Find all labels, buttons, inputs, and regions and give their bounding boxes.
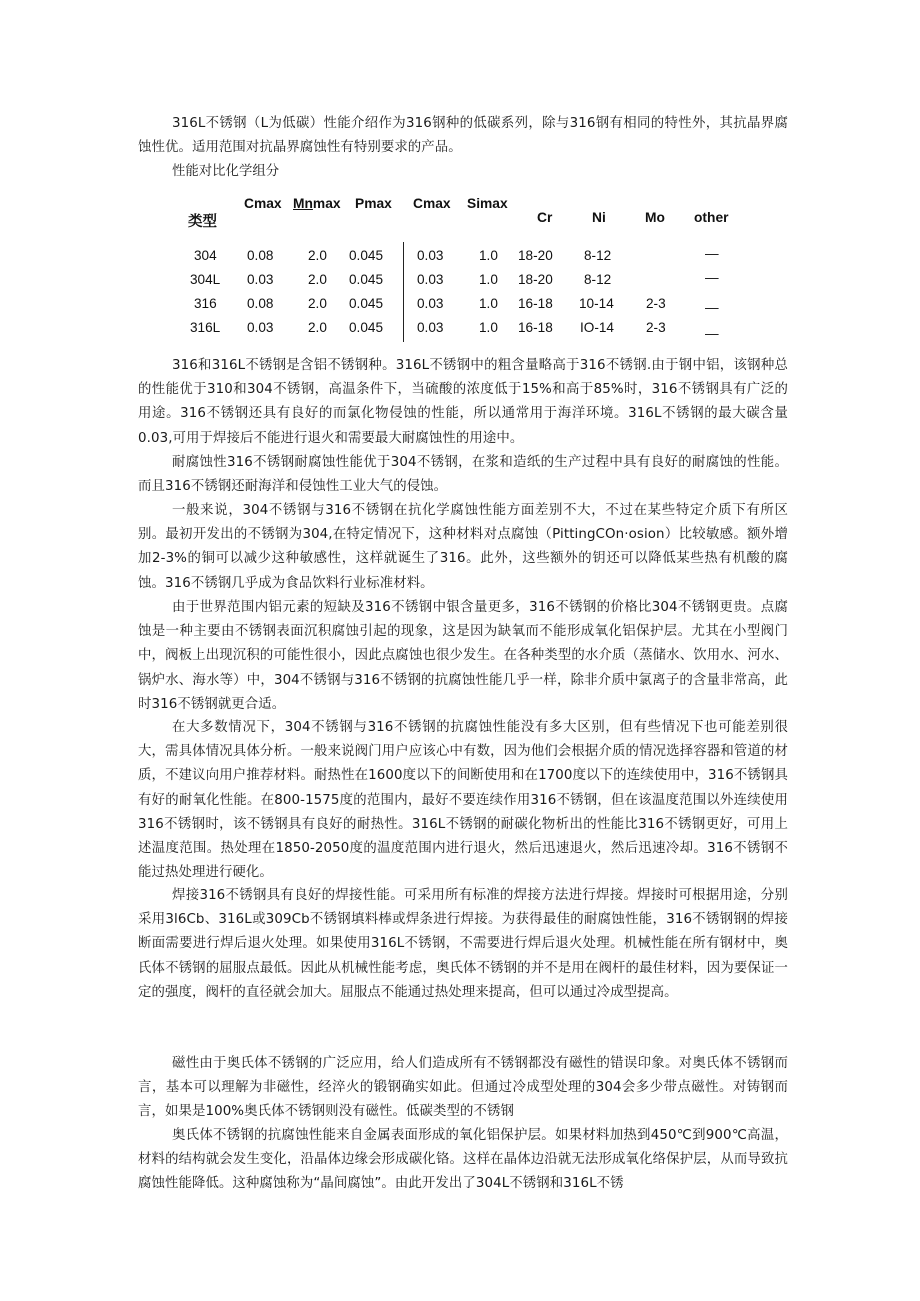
row-4-mn: 2.0 <box>308 320 327 335</box>
header-cmax-2: Cmax <box>413 196 451 211</box>
row-3-c2: 0.03 <box>417 296 444 311</box>
table-divider-line <box>403 242 404 342</box>
row-1-type: 304 <box>194 248 217 263</box>
intro-paragraph <box>138 112 788 160</box>
row-2-other: — <box>705 270 719 285</box>
row-4-p: 0.045 <box>349 320 384 335</box>
header-simax: Simax <box>467 196 508 211</box>
row-1-si: 1.0 <box>479 248 498 263</box>
paragraph-8: 奥氏体不锈钢的抗腐蚀性能来自金属表面形成的氧化铝保护层。如果材料加热到450℃到900℃高温，材料的结构就会发生变化，沿晶体边缘会形成碳化铬。这样在晶体边沿就无法形成氧化络保护层，从而导致抗腐蚀性能降低。这种腐蚀称为“晶间腐蚀”。由此开发出了304L不锈钢和316L不锈 <box>138 1128 788 1192</box>
header-pmax: Pmax <box>355 196 392 211</box>
row-3-c: 0.08 <box>247 296 274 311</box>
paragraph-4: 由于世界范围内铝元素的短缺及316不锈钢中银含量更多，316不锈钢的价格比304不锈钢更贵。点腐蚀是一种主要由不锈钢表面沉积腐蚀引起的现象，这是因为缺氧而不能形成氧化铝保护层。尤其在小型阀门中，阀板上出现沉积的可能性很小，因此点腐蚀也很少发生。在各种类型的水介质（蒸储水、饮用水、河水、锅炉水、海水等）中，304不锈钢与316不锈钢的抗腐蚀性能几乎一样，除非介质中氯离子的含量非常高，此时316不锈钢就更合适。 <box>138 600 788 712</box>
paragraph-7: 磁性由于奥氏体不锈钢的广泛应用，给人们造成所有不锈钢都没有磁性的错误印象。对奥氏体不锈钢而言，基本可以理解为非磁性，经淬火的锻钢确实如此。但通过冷成型处理的304会多少带点磁性。对铸钢而言，如果是100%奥氏体不锈钢则没有磁性。低碳类型的不锈钢 <box>138 1056 788 1120</box>
row-3-mn: 2.0 <box>308 296 327 311</box>
header-mn-suffix: max <box>312 196 341 211</box>
row-1-p: 0.045 <box>349 248 384 263</box>
row-2-cr: 18-20 <box>518 272 553 287</box>
row-2-mn: 2.0 <box>308 272 327 287</box>
header-type: 类型 <box>188 214 217 230</box>
row-1-ni: 8-12 <box>584 248 612 263</box>
intro-line-2: 抗晶界腐蚀性优。适用范围对抗晶界腐蚀性有特别要求的产品。 <box>138 116 789 156</box>
row-3-type: 316 <box>194 296 217 311</box>
row-3-other: — <box>705 300 719 315</box>
header-ni: Ni <box>592 210 606 225</box>
row-1-cr: 18-20 <box>518 248 553 263</box>
header-mn-prefix: Mn <box>293 196 313 211</box>
row-4-ni: IO-14 <box>580 320 614 335</box>
table-caption: 性能对比化学组分 <box>172 164 280 179</box>
row-1-other: — <box>705 246 719 261</box>
row-2-p: 0.045 <box>349 272 384 287</box>
row-4-cr: 16-18 <box>518 320 553 335</box>
row-2-c: 0.03 <box>247 272 274 287</box>
row-1-c2: 0.03 <box>417 248 444 263</box>
paragraph-5: 在大多数情况下，304不锈钢与316不锈钢的抗腐蚀性能没有多大区别，但有些情况下也可能差别很大，需具体情况具体分析。一般来说阀门用户应该心中有数，因为他们会根据介质的情况选择容器和管道的材质，不建议向用户推荐材料。耐热性在1600度以下的间断使用和在1700度以下的连续使用中，316不锈钢具有好的耐氧化性能。在800-1575度的范围内，最好不要连续作用316不锈钢，但在该温度范围以外连续使用316不锈钢时，该不锈钢具有良好的耐热性。316L不锈钢的耐碳化物析出的性能比316不锈钢更好，可用上述温度范围。热处理在1850-2050度的温度范围内进行退火，然后迅速退火，然后迅速冷却。316不锈钢不能过热处理进行硬化。 <box>138 720 788 881</box>
row-3-p: 0.045 <box>349 296 384 311</box>
header-cr: Cr <box>537 210 553 225</box>
row-2-c2: 0.03 <box>417 272 444 287</box>
intro-line-1: 316L不锈钢（L为低碳）性能介绍作为316钢种的低碳系列，除与316钢有相同的特性外，其 <box>172 116 734 131</box>
row-4-c: 0.03 <box>247 320 274 335</box>
paragraph-3: 一般来说，304不锈钢与316不锈钢在抗化学腐蚀性能方面差别不大，不过在某些特定介质下有所区别。最初开发出的不锈钢为304,在特定情况下，这种材料对点腐蚀（PittingCOn·osion）比较敏感。额外增加2-3%的铜可以减少这种敏感性，这样就诞生了316。此外，这些额外的钥还可以降低某些热有机酸的腐蚀。316不锈钢几乎成为食品饮料行业标准材料。 <box>138 503 788 591</box>
row-4-type: 316L <box>190 320 221 335</box>
row-3-si: 1.0 <box>479 296 498 311</box>
row-4-si: 1.0 <box>479 320 498 335</box>
row-3-ni: 10-14 <box>579 296 614 311</box>
paragraph-6: 焊接316不锈钢具有良好的焊接性能。可采用所有标准的焊接方法进行焊接。焊接时可根据用途，分别采用3l6Cb、316L或309Cb不锈钢填料棒或焊条进行焊接。为获得最佳的耐腐蚀性能，316不锈钢钢的焊接断面需要进行焊后退火处理。如果使用316L不锈钢，不需要进行焊后退火处理。机械性能在所有钢材中，奥氏体不锈钢的屈服点最低。因此从机械性能考虑，奥氏体不锈钢的并不是用在阀杆的最佳材料，因为要保证一定的强度，阀杆的直径就会加大。屈服点不能通过热处理来提高，但可以通过冷成型提高。 <box>138 888 788 1000</box>
header-other: other <box>694 210 729 225</box>
paragraph-2: 耐腐蚀性316不锈钢耐腐蚀性能优于304不锈钢，在浆和造纸的生产过程中具有良好的耐腐蚀的性能。而且316不锈钢还耐海洋和侵蚀性工业大气的侵蚀。 <box>138 455 788 495</box>
row-3-mo: 2-3 <box>646 296 666 311</box>
header-mo: Mo <box>645 210 665 225</box>
header-mnmax <box>293 196 341 211</box>
row-2-ni: 8-12 <box>584 272 612 287</box>
row-4-other: — <box>705 326 719 341</box>
row-3-cr: 16-18 <box>518 296 553 311</box>
header-cmax: Cmax <box>244 196 282 211</box>
row-1-mn: 2.0 <box>308 248 327 263</box>
row-2-si: 1.0 <box>479 272 498 287</box>
paragraph-1: 316和316L不锈钢是含铝不锈钢种。316L不锈钢中的粗含量略高于316不锈钢.由于钢中铝，该钢种总的性能优于310和304不锈钢，高温条件下，当硫酸的浓度低于15%和高于85%时，316不锈钢具有广泛的用途。316不锈钢还具有良好的而氯化物侵蚀的性能，所以通常用于海洋环境。316L不锈钢的最大碳含量0.03,可用于焊接后不能进行退火和需要最大耐腐蚀性的用途中。 <box>138 358 788 446</box>
row-4-mo: 2-3 <box>646 320 666 335</box>
row-1-c: 0.08 <box>247 248 274 263</box>
row-2-type: 304L <box>190 272 221 287</box>
row-4-c2: 0.03 <box>417 320 444 335</box>
